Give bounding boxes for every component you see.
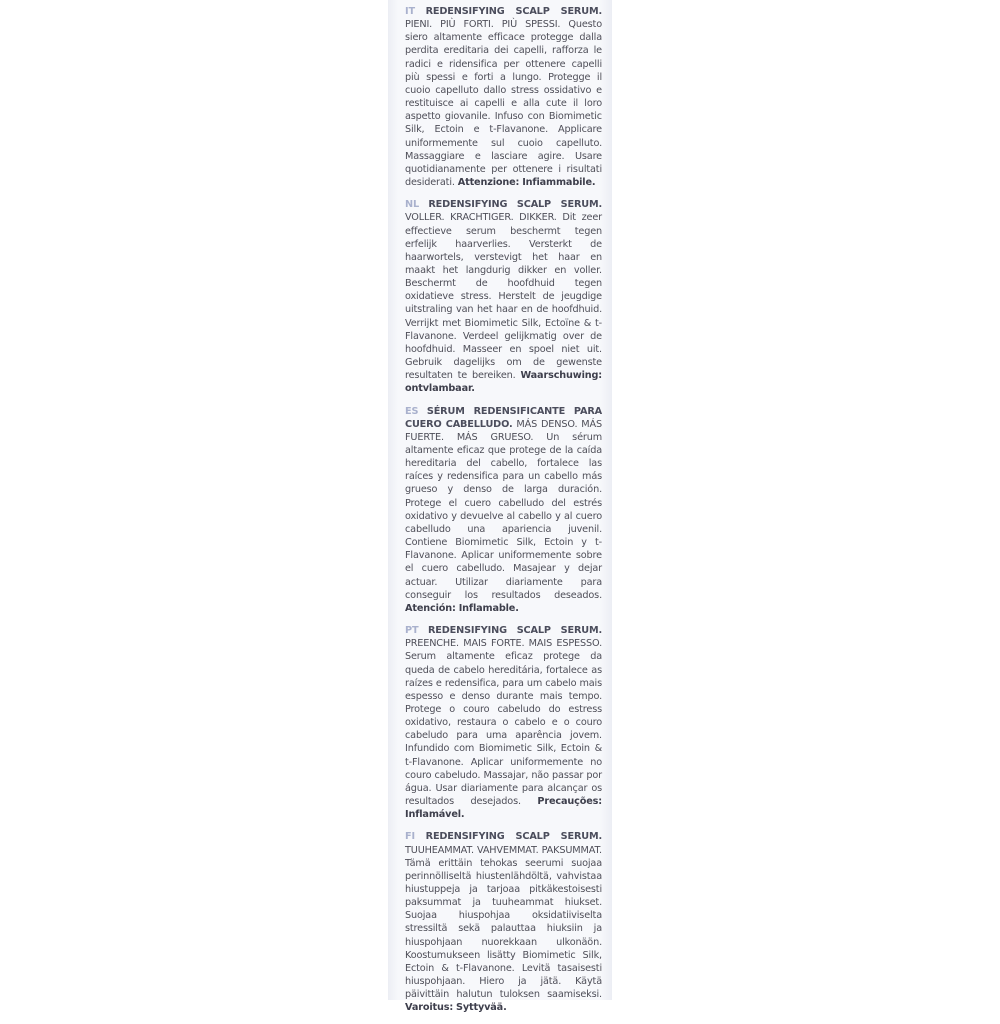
section-body: TUUHEAMMAT. VAHVEMMAT. PAKSUMMAT. Tämä erittäin tehokas seerumi suojaa perinnölliseltä hiustenlähdöltä, vahvistaa hiustuppeja ja tarjoaa pitkäkestoisesti paksummat ja tuuheammat hiukset. Suojaa hiuspohjaa oksidatiiviselta stressiltä sekä palauttaa hiuksiin ja hiuspohjaan nuorekkaan ulkonäön. Koostumukseen lisätty Biomimetic Silk, Ectoin & t-Flavanone. Levitä tasaisesti hiuspohjaan. Hiero ja jätä. Käytä päivittäin halutun tuloksen saamiseksi. xyxy=(405,844,602,1001)
warning-label: Attenzione: xyxy=(457,177,520,189)
label-text-column xyxy=(405,5,602,1024)
warning-text: Infiammabile. xyxy=(522,177,596,189)
section-title: REDENSIFYING SCALP SERUM. xyxy=(425,831,602,843)
section-pt xyxy=(405,624,602,821)
section-es xyxy=(405,405,602,616)
warning-label: Precauções: xyxy=(537,796,602,808)
section-body: PIENI. PIÙ FORTI. PIÙ SPESSI. Questo siero altamente efficace protegge dalla perdita ereditaria dei capelli, rafforza le radici e ridensifica per ottenere capelli più spessi e forti a lungo. Protegge il cuoio capelluto dallo stress ossidativo e restituisce ai capelli e alla cute il loro aspetto giovanile. Infuso con Biomimetic Silk, Ectoin e t-Flavanone. Applicare uniformemente sul cuoio capelluto. Massaggiare e lasciare agire. Usare quotidianamente per ottenere i risultati desiderati. xyxy=(405,19,602,189)
warning-label: Atención: xyxy=(405,602,456,614)
warning-label: Varoitus: xyxy=(405,1002,454,1014)
section-title: REDENSIFYING SCALP SERUM. xyxy=(427,625,602,637)
section-it xyxy=(405,5,602,189)
language-code: PT xyxy=(405,625,419,637)
section-body: MÁS DENSO. MÁS FUERTE. MÁS GRUESO. Un sérum altamente eficaz que protege de la caída hereditaria del cabello, fortalece las raíces y redensifica para un cabello más grueso y denso de larga duración. Protege el cuero cabelludo del estrés oxidativo y devuelve al cabello y al cuero cabelludo una apariencia juvenil. Contiene Biomimetic Silk, Ectoin y t-Flavanone. Aplicar uniformemente sobre el cuero cabelludo. Masajear y dejar actuar. Utilizar diariamente para conseguir los resultados deseados. xyxy=(405,418,602,601)
language-code: FI xyxy=(405,831,415,843)
warning-text: Syttyvää. xyxy=(456,1002,507,1014)
warning-text: Inflamável. xyxy=(405,809,465,821)
warning-label: Waarschuwing: xyxy=(520,370,603,382)
section-nl xyxy=(405,198,602,395)
section-body: VOLLER. KRACHTIGER. DIKKER. Dit zeer effectieve serum beschermt tegen erfelijk haarverlies. Versterkt de haarwortels, verstevigt het haar en maakt het langdurig dikker en voller. Beschermt de hoofdhuid tegen oxidatieve stress. Herstelt de jeugdige uitstraling van het haar en de hoofdhuid. Verrijkt met Biomimetic Silk, Ectoïne & t-Flavanone. Verdeel gelijkmatig over de hoofdhuid. Masseer en spoel niet uit. Gebruik dagelijks om de gewenste resultaten te bereiken. xyxy=(405,212,602,382)
language-code: IT xyxy=(405,6,415,17)
section-title: REDENSIFYING SCALP SERUM. xyxy=(425,6,602,17)
section-fi xyxy=(405,830,602,1014)
warning-text: ontvlambaar. xyxy=(405,383,475,395)
warning-text: Inflamable. xyxy=(458,602,519,614)
section-title: SÉRUM REDENSIFICANTE PARA CUERO CABELLUDO. xyxy=(405,405,603,430)
language-code: NL xyxy=(405,199,419,211)
language-code: ES xyxy=(405,405,419,417)
section-title: REDENSIFYING SCALP SERUM. xyxy=(428,199,602,211)
section-body: PREENCHE. MAIS FORTE. MAIS ESPESSO. Serum altamente eficaz protege da queda de cabelo hereditária, fortalece as raízes e redensifica, para um cabelo mais espesso e denso durante mais tempo. Protege o couro cabeludo do estress oxidativo, restaura o cabelo e o couro cabeludo para uma aparência jovem. Infundido com Biomimetic Silk, Ectoin & t-Flavanone. Aplicar uniformemente no couro cabeludo. Massajar, não passar por água. Usar diariamente para alcançar os resultados desejados. xyxy=(405,638,602,808)
